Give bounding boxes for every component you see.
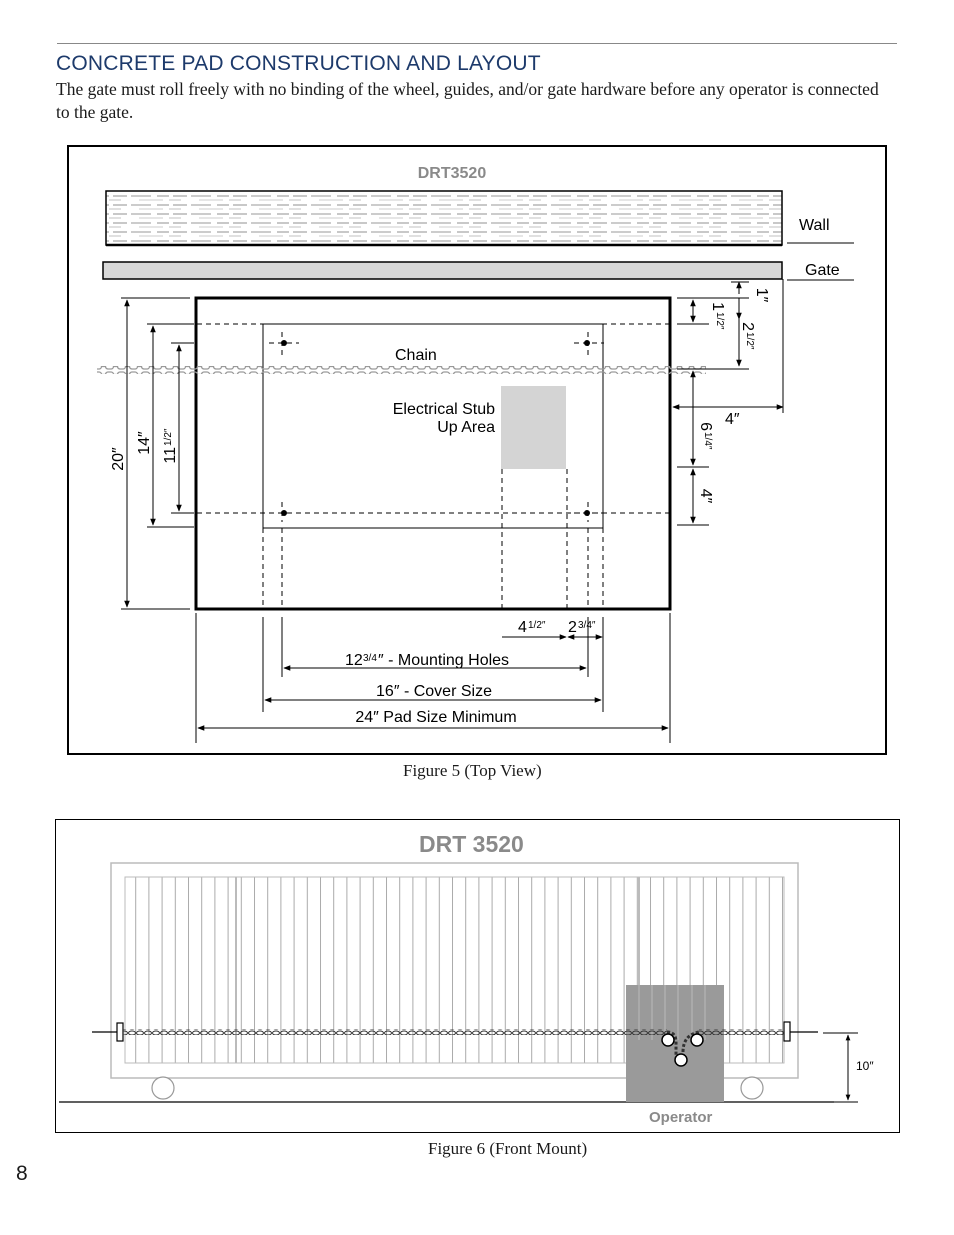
wall-label: Wall	[799, 217, 830, 234]
svg-text:1: 1	[709, 302, 726, 311]
chain-label: Chain	[395, 347, 437, 364]
dim-1-half	[709, 302, 726, 330]
dim-14: 14″	[136, 431, 153, 455]
mounting-hole	[584, 510, 590, 516]
dim-4-half	[518, 619, 546, 636]
svg-text:1/2″: 1/2″	[163, 428, 174, 446]
gate-label: Gate	[805, 262, 840, 279]
dim-2-three-quarter	[568, 619, 596, 636]
cover-size-dim: 16″ - Cover Size	[376, 683, 492, 700]
dim-4-side: 4″	[725, 411, 740, 428]
chain	[97, 366, 706, 374]
pad-size-dim: 24″ Pad Size Minimum	[355, 709, 517, 726]
svg-text:4: 4	[518, 619, 527, 636]
stub-label-line2: Up Area	[437, 419, 495, 436]
mounting-hole	[281, 340, 287, 346]
svg-text:2: 2	[739, 322, 756, 331]
figure-6-model-label: DRT 3520	[419, 831, 524, 857]
mounting-hole	[281, 510, 287, 516]
concrete-pad	[196, 298, 670, 609]
stub-label-line1: Electrical Stub	[392, 401, 495, 418]
dim-10-lines	[823, 1033, 858, 1102]
operator-label: Operator	[649, 1109, 713, 1126]
svg-text:3/4: 3/4	[363, 653, 377, 664]
top-rule	[57, 43, 897, 44]
svg-text:1/2″: 1/2″	[714, 312, 725, 330]
dim-6-quarter	[697, 422, 714, 450]
dim-11-half	[162, 428, 179, 464]
mounting-holes-dim	[345, 652, 509, 669]
chain-bracket-left	[117, 1023, 123, 1041]
svg-text:1/4″: 1/4″	[702, 432, 713, 450]
figure-5-diagram	[69, 147, 889, 757]
page-number: 8	[16, 1162, 28, 1185]
left-dimensions	[121, 298, 194, 609]
section-heading: CONCRETE PAD CONSTRUCTION AND LAYOUT	[56, 52, 541, 75]
dim-10: 10″	[856, 1059, 874, 1073]
svg-text:6: 6	[697, 422, 714, 431]
svg-text:1/2″: 1/2″	[744, 332, 755, 350]
gate-wheel	[741, 1077, 763, 1099]
chain-right-run	[699, 1029, 784, 1035]
figure-5-caption: Figure 5 (Top View)	[403, 761, 542, 780]
idler-sprocket	[691, 1034, 703, 1046]
gate	[103, 262, 782, 279]
dim-4-lower: 4″	[697, 488, 714, 504]
svg-text:11: 11	[162, 447, 179, 464]
right-dimensions	[673, 279, 783, 525]
intro-paragraph: The gate must roll freely with no binding of the wheel, guides, and/or gate hardware before any operator is connected to the gate.	[56, 79, 879, 122]
dim-2-half	[739, 322, 756, 350]
svg-text:1/2″: 1/2″	[528, 620, 546, 631]
figure-6-frame	[55, 819, 900, 1133]
gate-wheel	[152, 1077, 174, 1099]
wall	[106, 191, 782, 245]
figure-6-caption: Figure 6 (Front Mount)	[428, 1139, 588, 1158]
svg-text:2: 2	[568, 619, 577, 636]
figure-6-diagram	[56, 820, 901, 1134]
svg-text:12: 12	[345, 652, 363, 669]
chain-bracket-right	[784, 1022, 790, 1041]
electrical-stub-area	[501, 386, 566, 469]
dim-20: 20″	[110, 447, 127, 471]
idler-sprocket	[662, 1034, 674, 1046]
figure-5-frame	[67, 145, 887, 755]
figure-5-model-label: DRT3520	[417, 165, 487, 182]
drive-sprocket	[675, 1054, 687, 1066]
dim-1: 1″	[753, 287, 770, 303]
mounting-hole	[584, 340, 590, 346]
svg-text:″ - Mounting Holes: ″ - Mounting Holes	[378, 652, 510, 669]
chain-left-run	[123, 1029, 667, 1035]
svg-text:3/4″: 3/4″	[578, 620, 596, 631]
